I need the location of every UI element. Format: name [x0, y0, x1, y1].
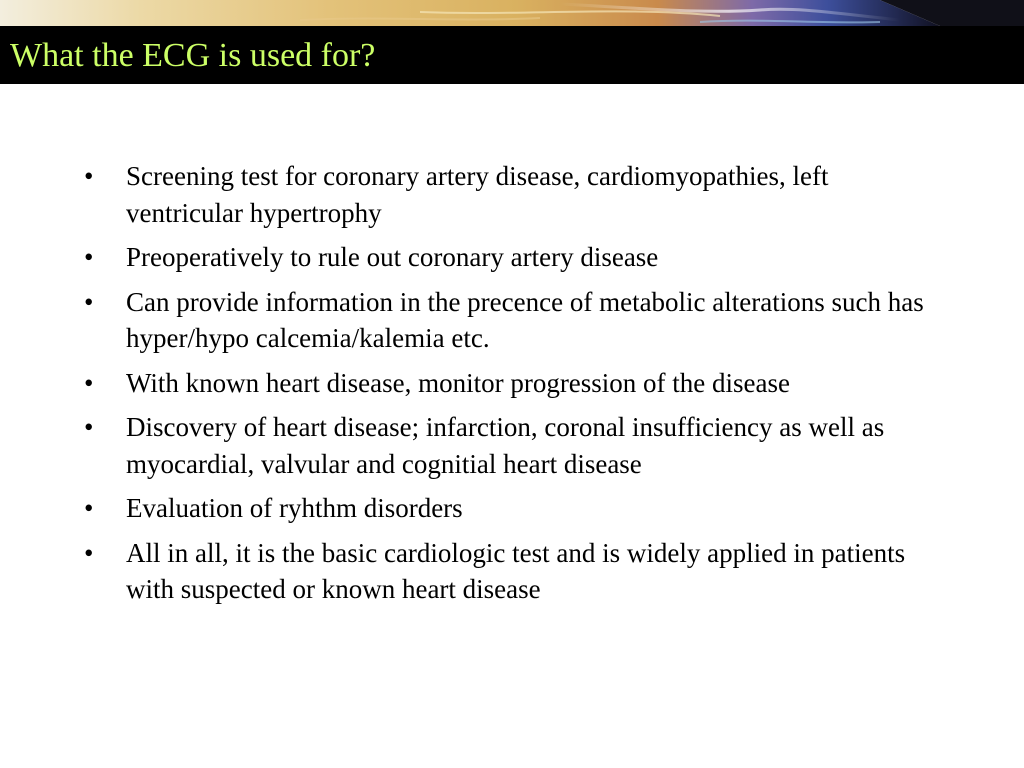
bullet-text: With known heart disease, monitor progression of the disease [126, 367, 791, 398]
bullet-icon: • [84, 242, 94, 272]
bullet-item [84, 239, 944, 276]
bullet-text: Can provide information in the precence of metabolic alterations such has hyper/hypo calcemia/kalemia etc. [126, 286, 924, 353]
bullet-item [84, 409, 944, 482]
bullet-text: Evaluation of ryhthm disorders [126, 493, 463, 523]
bullet-icon: • [84, 286, 94, 317]
bullet-icon: • [84, 412, 94, 442]
bullet-item [84, 158, 944, 231]
bullet-icon: • [84, 161, 94, 191]
slide-title: What the ECG is used for? [10, 37, 376, 74]
bullet-icon: • [84, 537, 94, 568]
bullet-item [84, 365, 944, 402]
bullet-item [84, 490, 944, 527]
bullet-list [84, 158, 944, 616]
bullet-icon: • [84, 367, 94, 398]
bullet-item [84, 284, 944, 357]
bullet-text: Screening test for coronary artery disease, cardiomyopathies, left ventricular hypertrophy [126, 161, 829, 228]
bullet-icon: • [84, 493, 94, 523]
bullet-item [84, 535, 944, 608]
bullet-text: Preoperatively to rule out coronary artery disease [126, 242, 659, 272]
bullet-text: All in all, it is the basic cardiologic test and is widely applied in patients with suspected or known heart disease [126, 537, 906, 604]
bullet-text: Discovery of heart disease; infarction, coronal insufficiency as well as myocardial, valvular and cognitial heart disease [126, 412, 885, 479]
decorative-banner-image [0, 0, 1024, 26]
